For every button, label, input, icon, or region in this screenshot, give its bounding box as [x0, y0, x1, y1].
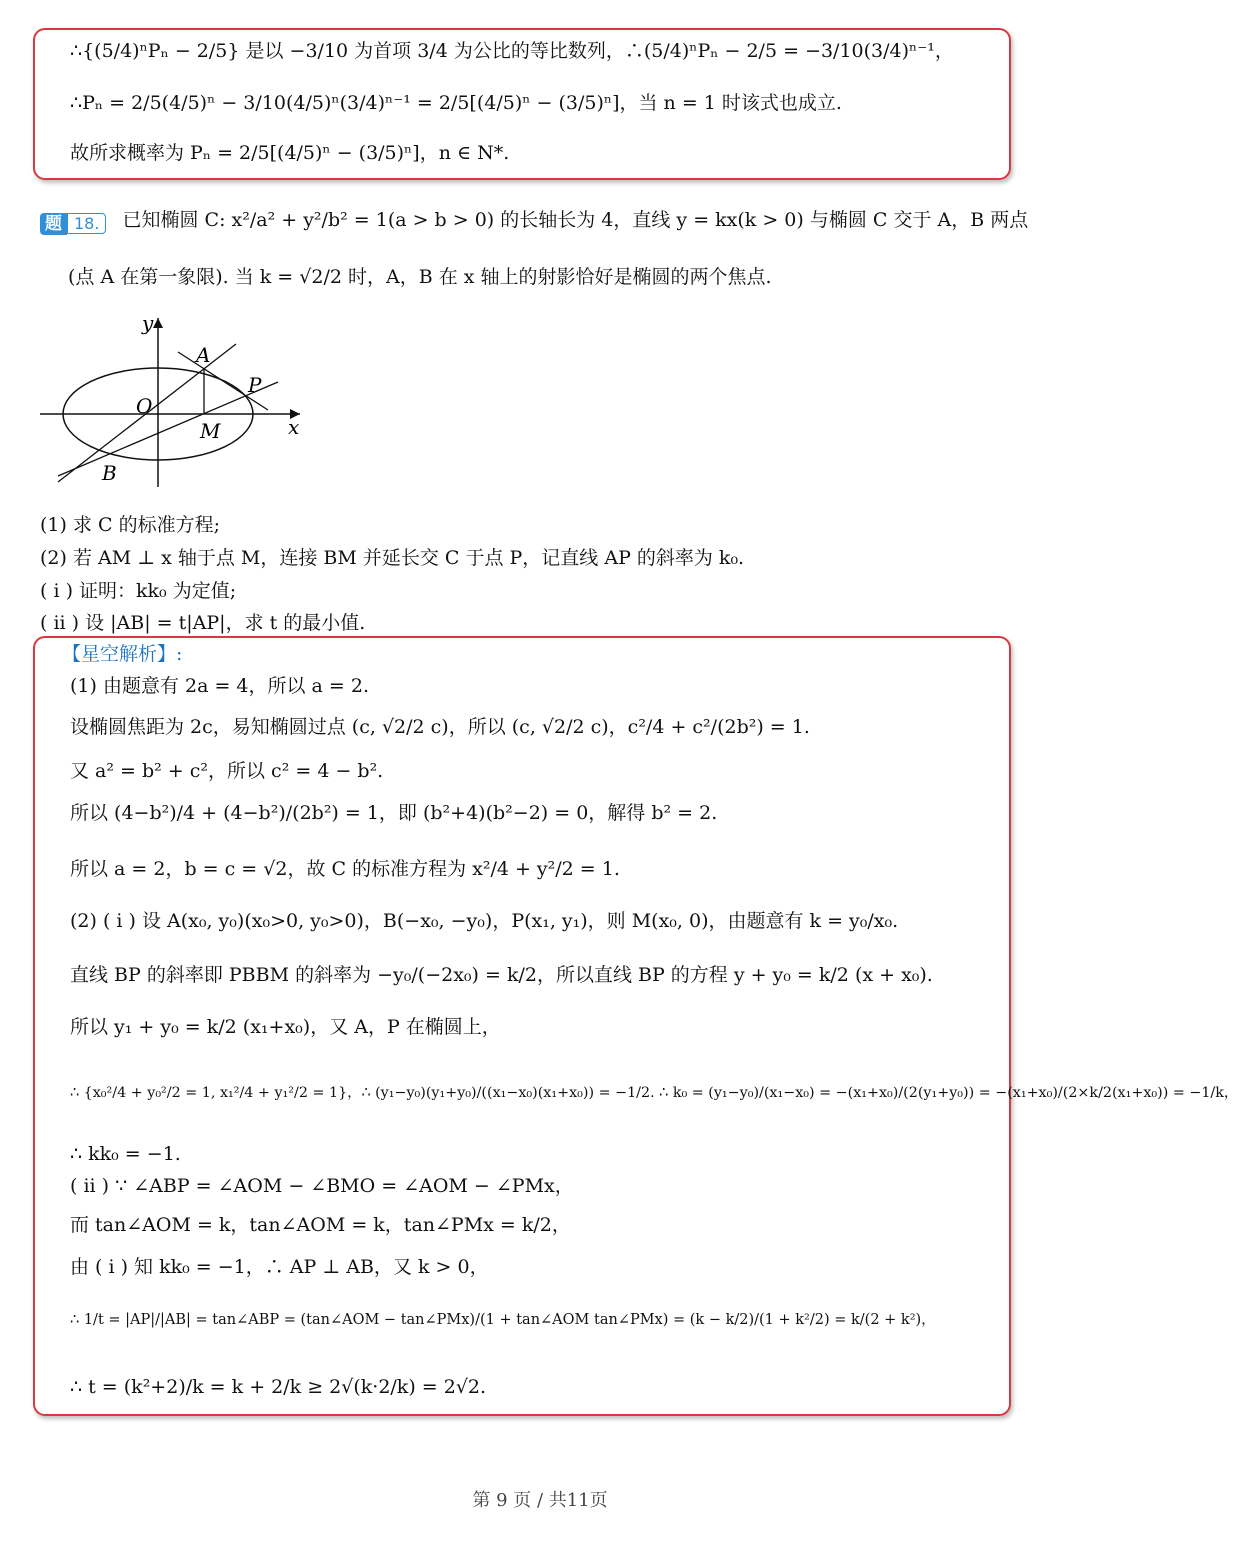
solution-line: 所以 (4−b²)/4 + (4−b²)/(2b²) = 1，即 (b²+4)(b²−2) = 0，解得 b² = 2.	[70, 802, 718, 824]
question-text: 已知椭圆 C: x²/a² + y²/b² = 1(a > b > 0) 的长轴长为 4，直线 y = kx(k > 0) 与椭圆 C 交于 A，B 两点	[122, 209, 1029, 231]
label-B: B	[102, 461, 117, 485]
solution-line: (1) 由题意有 2a = 4，所以 a = 2.	[70, 675, 369, 697]
part-2: (2) 若 AM ⊥ x 轴于点 M，连接 BM 并延长交 C 于点 P，记直线 AP 的斜率为 k₀.	[40, 547, 745, 569]
solution-line: 所以 y₁ + y₀ = k/2 (x₁+x₀)，又 A，P 在椭圆上，	[70, 1016, 501, 1038]
solution-line: ∴ {x₀²/4 + y₀²/2 = 1, x₁²/4 + y₁²/2 = 1}，∴ (y₁−y₀)(y₁+y₀)/((x₁−x₀)(x₁+x₀)) = −1/2. ∴ k₀ = (y₁−y₀)/(x₁−x₀) = −(x₁+x₀)/(2(y₁+y₀)) = −(x₁+x₀)/(2×k/2(x₁+x₀)) = −1/k，	[70, 1085, 1238, 1101]
solution-line: ∴ 1/t = |AP|/|AB| = tan∠ABP = (tan∠AOM − tan∠PMx)/(1 + tan∠AOM tan∠PMx) = (k − k/2)/(1 + k²/2) = k/(2 + k²)，	[70, 1312, 936, 1328]
solution-line: 设椭圆焦距为 2c，易知椭圆过点 (c, √2/2 c)，所以 (c, √2/2 c)，c²/4 + c²/(2b²) = 1.	[70, 716, 810, 738]
y-axis-arrow	[153, 318, 163, 328]
prev-solution-line: ∴{(5/4)ⁿPₙ − 2/5} 是以 −3/10 为首项 3/4 为公比的等比数列，∴(5/4)ⁿPₙ − 2/5 = −3/10(3/4)ⁿ⁻¹，	[70, 40, 954, 62]
part-2-ii: ( ii ) 设 |AB| = t|AP|，求 t 的最小值.	[40, 612, 366, 634]
page-footer: 第 9 页 / 共11页	[472, 1490, 608, 1511]
label-A: A	[196, 343, 211, 367]
part-2-i: ( i ) 证明：kk₀ 为定值;	[40, 580, 237, 602]
question-line-2: (点 A 在第一象限). 当 k = √2/2 时，A，B 在 x 轴上的射影恰好是椭圆的两个焦点.	[68, 266, 772, 288]
solution-line: 而 tan∠AOM = k，tan∠AOM = k，tan∠PMx = k/2，	[70, 1214, 571, 1236]
question-tag: 题 18.	[40, 209, 106, 234]
solution-line: 由 ( i ) 知 kk₀ = −1，∴ AP ⊥ AB，又 k > 0，	[70, 1256, 489, 1278]
ellipse-figure	[38, 312, 318, 492]
solution-header: 【星空解析】:	[62, 643, 183, 665]
label-P: P	[248, 373, 262, 397]
solution-line: (2) ( i ) 设 A(x₀, y₀)(x₀>0, y₀>0)，B(−x₀, −y₀)，P(x₁, y₁)，则 M(x₀, 0)，由题意有 k = y₀/x₀.	[70, 910, 899, 932]
solution-line: ∴ t = (k²+2)/k = k + 2/k ≥ 2√(k·2/k) = 2√2.	[70, 1376, 487, 1398]
solution-line: ( ii ) ∵ ∠ABP = ∠AOM − ∠BMO = ∠AOM − ∠PMx，	[70, 1175, 574, 1197]
solution-line: 所以 a = 2，b = c = √2，故 C 的标准方程为 x²/4 + y²/2 = 1.	[70, 858, 620, 880]
prev-solution-line: 故所求概率为 Pₙ = 2/5[(4/5)ⁿ − (3/5)ⁿ]，n ∈ N*.	[70, 142, 510, 164]
label-y: y	[142, 311, 154, 335]
label-O: O	[136, 394, 153, 418]
label-M: M	[200, 419, 221, 443]
prev-solution-line: ∴Pₙ = 2/5(4/5)ⁿ − 3/10(4/5)ⁿ(3/4)ⁿ⁻¹ = 2/5[(4/5)ⁿ − (3/5)ⁿ]，当 n = 1 时该式也成立.	[70, 92, 842, 114]
question-line-1	[40, 205, 1028, 234]
solution-line: 直线 BP 的斜率即 PBBM 的斜率为 −y₀/(−2x₀) = k/2，所以直线 BP 的方程 y + y₀ = k/2 (x + x₀).	[70, 964, 933, 986]
solution-line: ∴ kk₀ = −1.	[70, 1143, 181, 1165]
part-1: (1) 求 C 的标准方程;	[40, 514, 220, 536]
solution-line: 又 a² = b² + c²，所以 c² = 4 − b².	[70, 760, 384, 782]
label-x: x	[288, 415, 300, 439]
